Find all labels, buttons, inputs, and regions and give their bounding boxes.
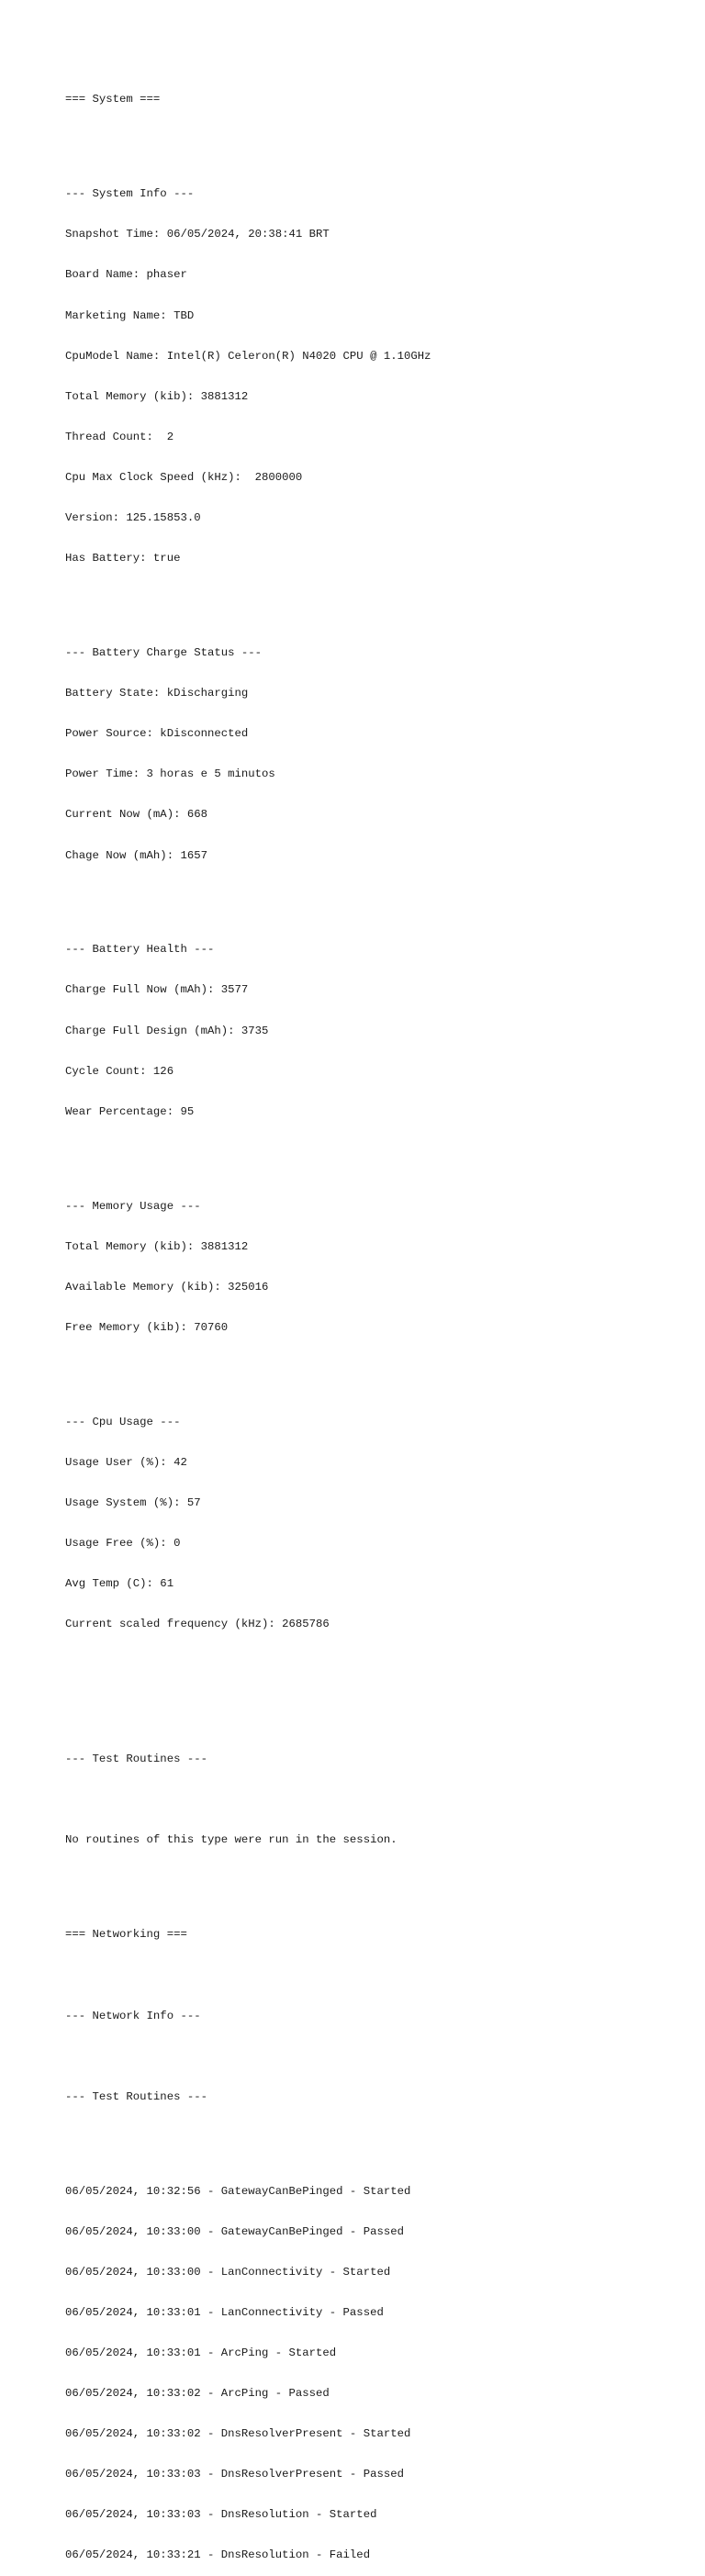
log-line: Usage System (%): 57 <box>65 1496 201 1510</box>
log-line: Board Name: phaser <box>65 268 187 282</box>
log-line: Free Memory (kib): 70760 <box>65 1320 229 1334</box>
system-heading: === System === <box>65 93 161 106</box>
routine-log-line: 06/05/2024, 10:33:01 - ArcPing - Started <box>65 2346 337 2359</box>
routine-log-line: 06/05/2024, 10:32:56 - GatewayCanBePinged - Started <box>65 2184 411 2198</box>
log-line: Chage Now (mAh): 1657 <box>65 848 207 862</box>
routine-log-line: 06/05/2024, 10:33:01 - LanConnectivity - Passed <box>65 2305 384 2319</box>
log-line: Available Memory (kib): 325016 <box>65 1280 269 1294</box>
log-line: Total Memory (kib): 3881312 <box>65 1239 249 1253</box>
routine-log-line: 06/05/2024, 10:33:00 - GatewayCanBePinged - Passed <box>65 2224 404 2238</box>
log-line: Battery State: kDischarging <box>65 687 249 700</box>
log-line: Avg Temp (C): 61 <box>65 1577 174 1591</box>
log-line: Charge Full Design (mAh): 3735 <box>65 1024 269 1037</box>
log-line: Version: 125.15853.0 <box>65 511 201 525</box>
routine-log-line: 06/05/2024, 10:33:02 - DnsResolverPresent - Started <box>65 2427 411 2441</box>
log-line: Snapshot Time: 06/05/2024, 20:38:41 BRT <box>65 228 330 241</box>
log-line: Power Time: 3 horas e 5 minutos <box>65 767 275 781</box>
log-line: Total Memory (kib): 3881312 <box>65 389 249 403</box>
routine-log-line: 06/05/2024, 10:33:03 - DnsResolverPresent - Passed <box>65 2468 404 2481</box>
routine-log-line: 06/05/2024, 10:33:00 - LanConnectivity - Started <box>65 2265 391 2279</box>
memory-usage-heading: --- Memory Usage --- <box>65 1199 201 1213</box>
routine-log-line: 06/05/2024, 10:33:21 - DnsResolution - Failed <box>65 2548 371 2562</box>
log-line: Current Now (mA): 668 <box>65 808 207 822</box>
cpu-usage-heading: --- Cpu Usage --- <box>65 1415 181 1428</box>
log-line: Thread Count: 2 <box>65 430 174 443</box>
log-line: Has Battery: true <box>65 552 181 566</box>
log-line: Power Source: kDisconnected <box>65 727 249 741</box>
network-info-heading: --- Network Info --- <box>65 2009 201 2022</box>
system-info-heading: --- System Info --- <box>65 187 195 201</box>
log-line: Cycle Count: 126 <box>65 1064 174 1078</box>
log-line: Cpu Max Clock Speed (kHz): 2800000 <box>65 470 303 484</box>
routine-log-line: 06/05/2024, 10:33:02 - ArcPing - Passed <box>65 2387 330 2401</box>
routine-log-line: 06/05/2024, 10:33:03 - DnsResolution - Started <box>65 2508 377 2522</box>
log-line: Charge Full Now (mAh): 3577 <box>65 983 249 997</box>
log-line: Usage User (%): 42 <box>65 1455 187 1469</box>
no-routines-message: No routines of this type were run in the session. <box>65 1833 397 1847</box>
system-test-routines-heading: --- Test Routines --- <box>65 1753 207 1766</box>
battery-health-heading: --- Battery Health --- <box>65 943 215 957</box>
networking-heading: === Networking === <box>65 1928 187 1942</box>
log-line: Usage Free (%): 0 <box>65 1537 181 1551</box>
log-line: Marketing Name: TBD <box>65 308 195 322</box>
log-line: Current scaled frequency (kHz): 2685786 <box>65 1618 330 1631</box>
log-line: Wear Percentage: 95 <box>65 1104 195 1118</box>
networking-test-routines-heading: --- Test Routines --- <box>65 2089 207 2103</box>
diagnostics-log <box>65 66 689 2576</box>
log-line: CpuModel Name: Intel(R) Celeron(R) N4020 CPU @ 1.10GHz <box>65 349 431 363</box>
battery-charge-heading: --- Battery Charge Status --- <box>65 646 263 660</box>
